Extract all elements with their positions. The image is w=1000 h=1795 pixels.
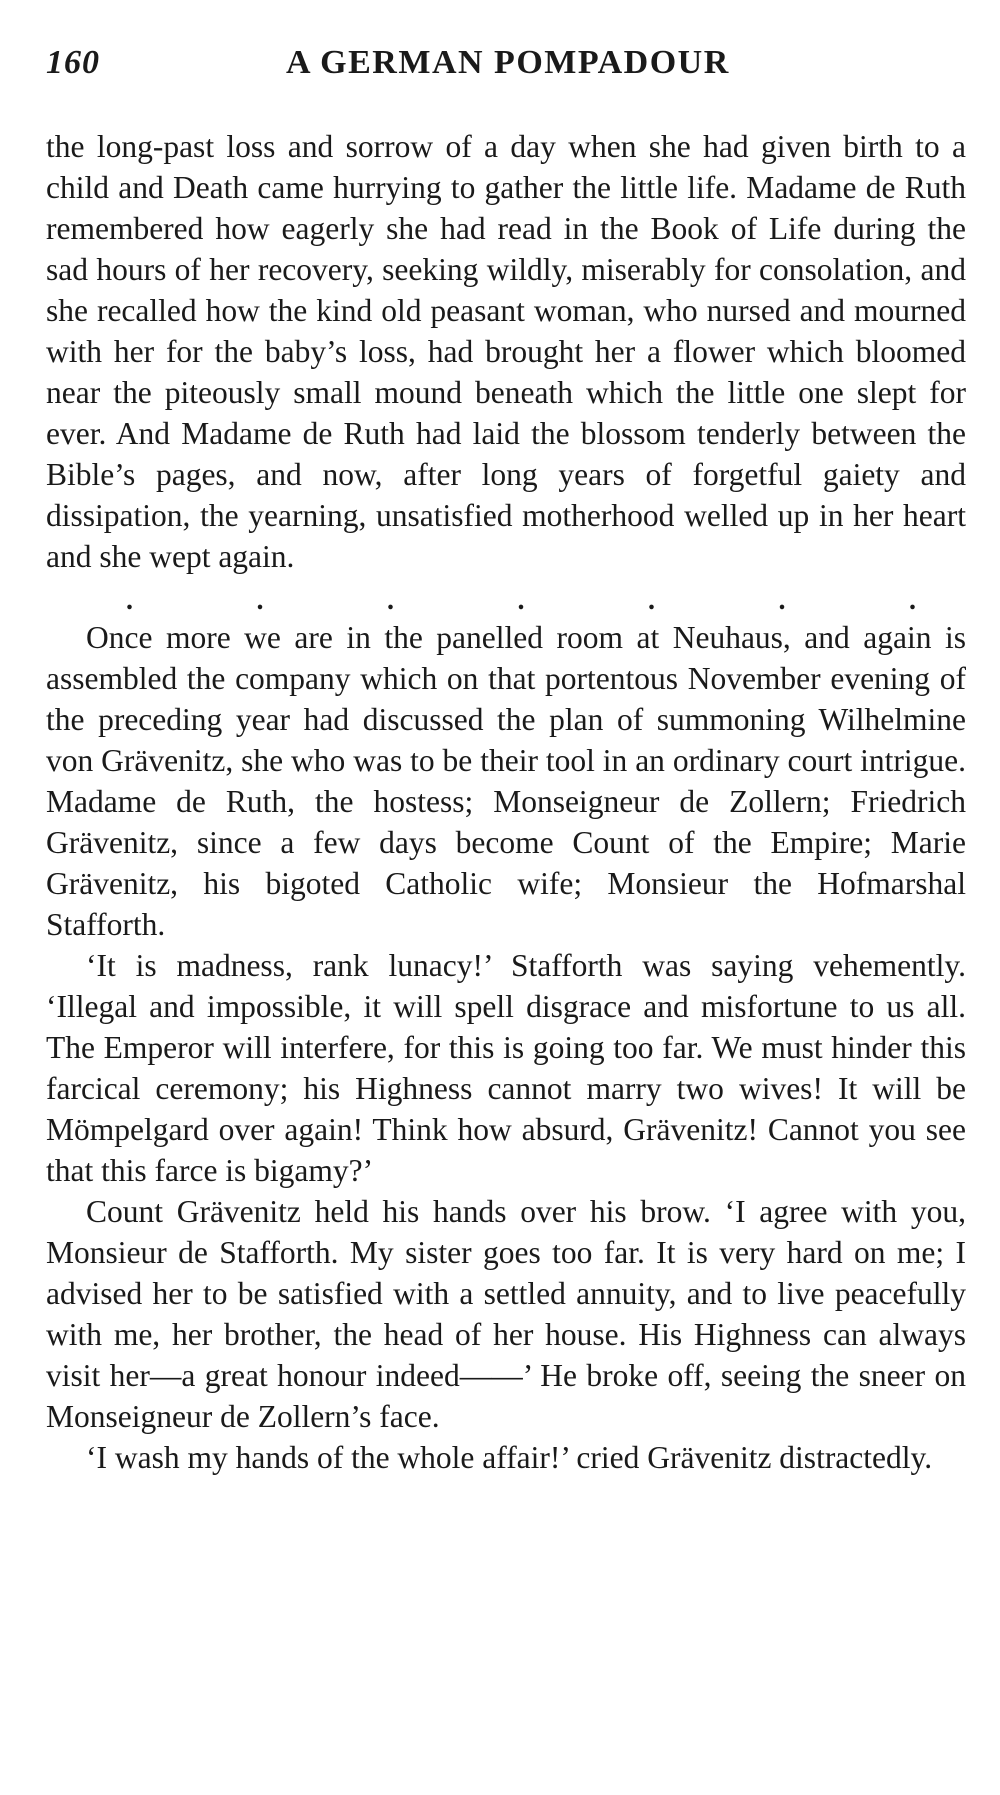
section-break-dot: . [387,585,394,616]
page-number: 160 [46,44,100,81]
running-title: A GERMAN POMPADOUR [286,44,730,81]
spacer [46,577,966,585]
paragraph-continuation: the long-past loss and sorrow of a day when she had given birth to a child and Death came hurrying to gather the little life. Madame de Ruth remembered how eagerly she had read in the Book of Life during the sad hours of her recovery, seeking wildly, miserably for consolation, and she recalled how the kind old peasant woman, who nursed and mourned with her for the baby’s loss, had brought her a flower which bloomed near the piteously small mound beneath which the little one slept for ever. And Madame de Ruth had laid the blossom tenderly between the Bible’s pages, and now, after long years of forgetful gaiety and dissipation, the yearning, unsatisfied motherhood welled up in her heart and she wept again. [46,129,966,574]
running-head [46,44,966,94]
section-break-dot: . [909,585,916,616]
paragraph-wash-hands: ‘I wash my hands of the whole affair!’ cried Grävenitz distractedly. [86,1440,933,1475]
section-break-dot: . [126,585,133,616]
paragraph-neuhaus: Once more we are in the panelled room at Neuhaus, and again is assembled the company which on that portentous November evening of the preceding year had discussed the plan of summoning Wilhelmine von Grävenitz, she who was to be their tool in an ordinary court intrigue. Madame de Ruth, the hostess; Monseigneur de Zollern; Friedrich Grävenitz, since a few days become Count of the Empire; Marie Grävenitz, his bigoted Catholic wife; Monsieur the Hofmarshal Stafforth. [46,620,966,942]
paragraph-count-gravenitz: Count Grävenitz held his hands over his brow. ‘I agree with you, Monsieur de Stafforth. My sister goes too far. It is very hard on me; I advised her to be satisfied with a settled annuity, and to live peacefully with me, her brother, the head of her house. His Highness can always visit her—a great honour indeed——’ He broke off, seeing the sneer on Monseigneur de Zollern’s face. [46,1194,966,1434]
section-break-dot: . [517,585,525,616]
section-break-dot: . [648,585,655,616]
section-break-dot: . [778,585,786,616]
paragraph-stafforth: ‘It is madness, rank lunacy!’ Stafforth was saying vehemently. ‘Illegal and impossible, it will spell disgrace and misfortune to us all. The Emperor will interfere, for this is going too far. We must hinder this farcical ceremony; his Highness cannot marry two wives! It will be Mömpelgard over again! Think how absurd, Grävenitz! Cannot you see that this farce is bigamy?’ [46,948,966,1188]
body-text [46,126,966,1478]
section-break [46,585,966,617]
section-break-dot: . [256,585,264,616]
